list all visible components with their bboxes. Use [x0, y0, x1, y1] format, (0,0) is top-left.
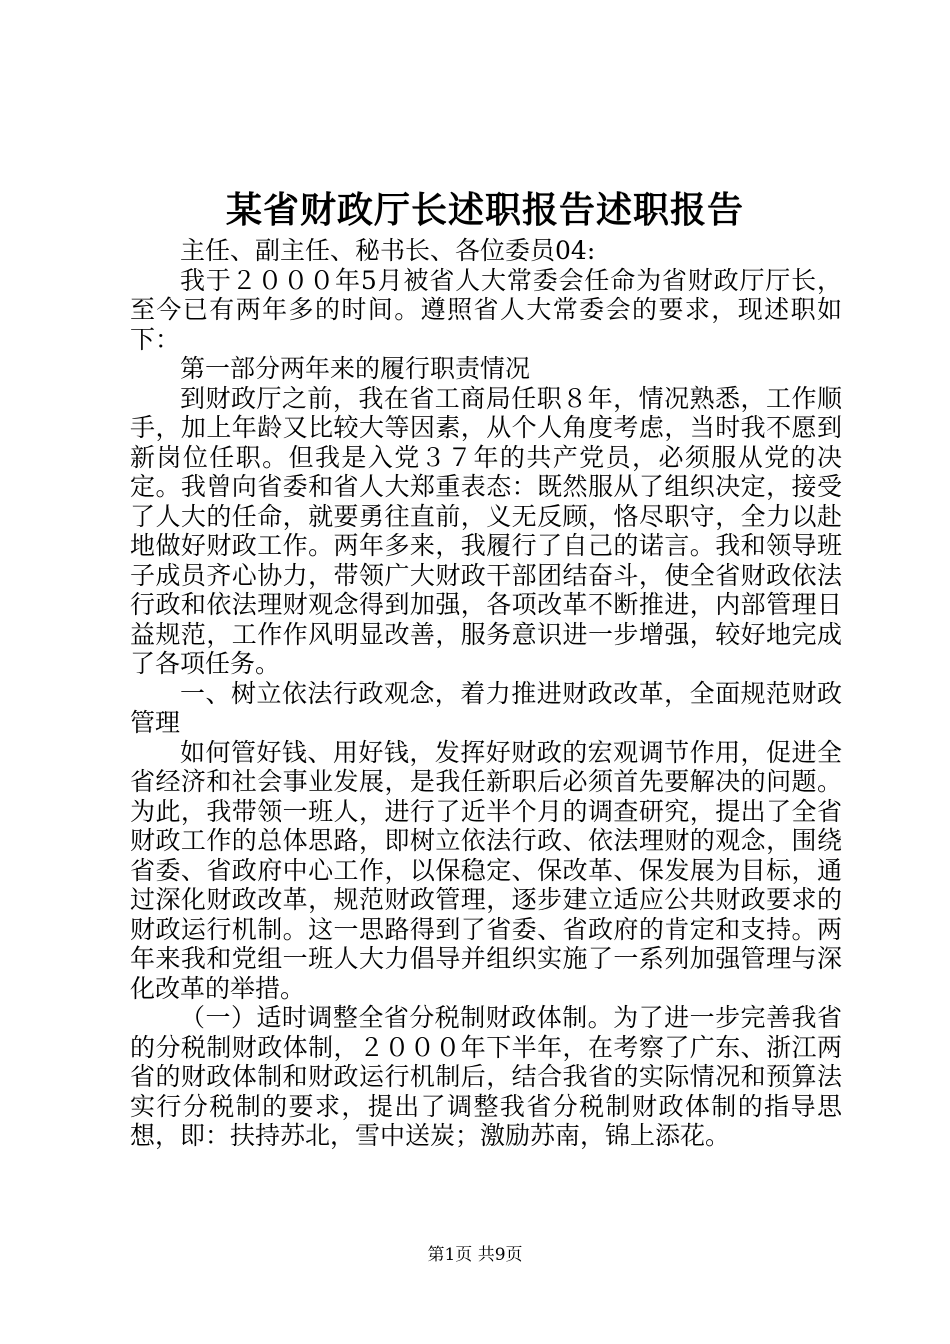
document-title: 某省财政厅长述职报告述职报告 [225, 189, 744, 231]
body-paragraph: 如何管好钱、用好钱，发挥好财政的宏观调节作用，促进全省经济和社会事业发展，是我任新职后必须首先要解决的问题。为此，我带领一班人，进行了近半个月的调查研究，提出了全省财政工作的总体思路，即树立依法行政、依法理财的观念，围绕省委、省政府中心工作，以保稳定、保改革、保发展为目标，通过深化财政改革，规范财政管理，逐步建立适应公共财政要求的财政运行机制。这一思路得到了省委、省政府的肯定和支持。两年来我和党组一班人大力倡导并组织实施了一系列加强管理与深化改革的举措。 [130, 737, 842, 1003]
body-paragraph: 我于２０００年5月被省人大常委会任命为省财政厅厅长，至今已有两年多的时间。遵照省人大常委会的要求，现述职如下： [130, 265, 842, 354]
section-heading: 第一部分两年来的履行职责情况 [180, 354, 531, 383]
salutation-paragraph: 主任、副主任、秘书长、各位委员04: [180, 236, 596, 265]
body-paragraph: （一）适时调整全省分税制财政体制。为了进一步完善我省的分税制财政体制，２０００年下半年，在考察了广东、浙江两省的财政体制和财政运行机制后，结合我省的实际情况和预算法实行分税制的要求，提出了调整我省分税制财政体制的指导思想，即：扶持苏北，雪中送炭；激励苏南，锦上添花。 [130, 1003, 842, 1150]
body-paragraph: 到财政厅之前，我在省工商局任职８年，情况熟悉，工作顺手，加上年龄又比较大等因素，从个人角度考虑，当时我不愿到新岗位任职。但我是入党３７年的共产党员，必须服从党的决定。我曾向省委和省人大郑重表态：既然服从了组织决定，接受了人大的任命，就要勇往直前，义无反顾，恪尽职守，全力以赴地做好财政工作。两年多来，我履行了自己的诺言。我和领导班子成员齐心协力，带领广大财政干部团结奋斗，使全省财政依法行政和依法理财观念得到加强，各项改革不断推进，内部管理日益规范，工作作风明显改善，服务意识进一步增强，较好地完成了各项任务。 [130, 383, 842, 678]
subsection-heading: 一、树立依法行政观念，着力推进财政改革，全面规范财政管理 [130, 678, 842, 737]
page-footer: 第1页 共9页 [427, 1245, 523, 1265]
document-body [130, 236, 842, 1151]
